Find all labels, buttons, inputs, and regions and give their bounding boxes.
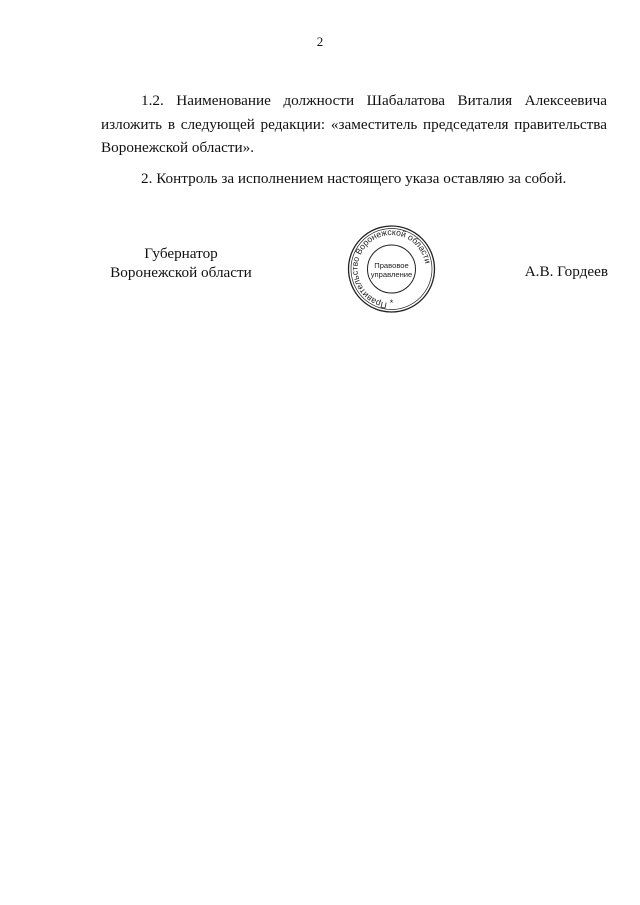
position-region: Воронежской области (110, 264, 252, 281)
official-seal (343, 224, 440, 314)
signatory-position (101, 244, 261, 282)
seal-inner-line-2: управление (370, 270, 413, 279)
seal-star: * (389, 298, 394, 308)
position-title: Губернатор (144, 245, 218, 262)
page-number: 2 (316, 34, 324, 49)
paragraph-2: 2. Контроль за исполнением настоящего указа оставляю за собой. (141, 170, 567, 187)
signatory-name: А.В. Гордеев (524, 263, 608, 280)
paragraph-1: 1.2. Наименование должности Шабалатова Виталия Алексеевича изложить в следующей редакции: «заместитель председателя правительства Воронежской области». (101, 92, 607, 156)
seal-outer-text: Правительство Воронежской области (349, 226, 434, 311)
seal-inner-line-1: Правовое (374, 261, 409, 270)
